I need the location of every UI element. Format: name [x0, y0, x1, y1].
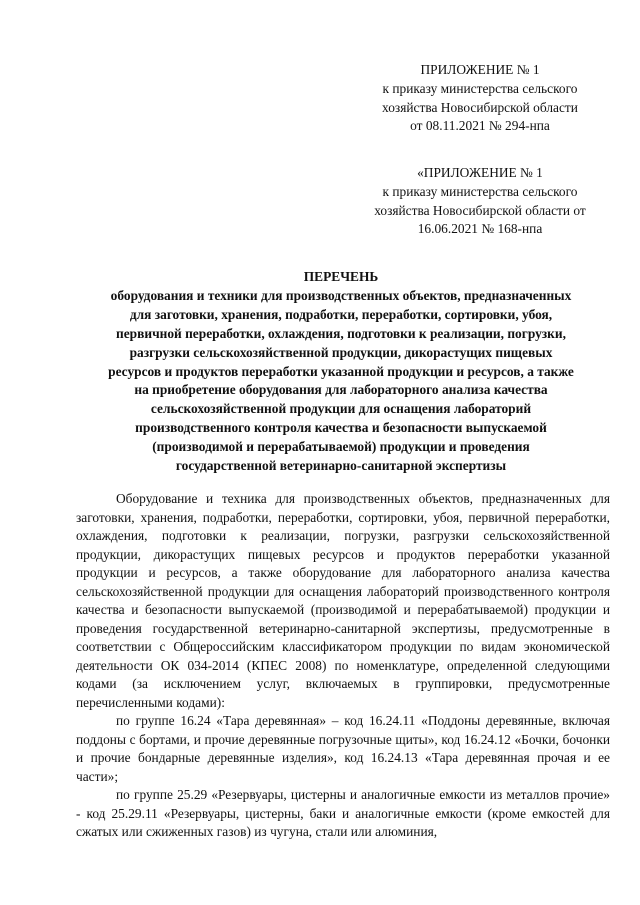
title-line: на приобретение оборудования для лабораторного анализа качества: [134, 382, 548, 398]
document-body: [76, 490, 610, 842]
title-line: производственного контроля качества и безопасности выпускаемой: [135, 420, 547, 436]
appendix-date-number: 16.06.2021 № 168-нпа: [417, 221, 543, 237]
appendix-ministry-line: хозяйства Новосибирской области: [382, 99, 578, 115]
title-line: государственной ветеринарно-санитарной экспертизы: [175, 458, 507, 474]
appendix-order-line: к приказу министерства сельского: [382, 183, 578, 199]
title-line: первичной переработки, охлаждения, подготовки к реализации, погрузки,: [116, 325, 566, 341]
title-line: оборудования и техники для производственных объектов, предназначенных: [110, 287, 572, 303]
body-paragraph-group-25-29: по группе 25.29 «Резервуары, цистерны и аналогичные емкости из металлов прочие» - код 25.29.11 «Резервуары, цистерны, баки и аналогичные емкости (кроме емкостей для сжатых или сжиженных газов) из чугуна, стали или алюминия,: [76, 787, 610, 839]
appendix-header-original: [355, 164, 605, 239]
title-heading: ПЕРЕЧЕНЬ: [303, 269, 379, 284]
appendix-date-number: от 08.11.2021 № 294-нпа: [410, 118, 550, 134]
appendix-order-line: к приказу министерства сельского: [382, 80, 578, 96]
title-line: (производимой и перерабатываемой) продукции и проведения: [152, 439, 530, 455]
appendix-ministry-line: хозяйства Новосибирской области от: [374, 202, 586, 218]
title-line: сельскохозяйственной продукции для оснащения лабораторий: [150, 401, 532, 417]
appendix-label: ПРИЛОЖЕНИЕ № 1: [420, 62, 540, 77]
appendix-header-current: [360, 61, 600, 136]
title-line: разгрузки сельскохозяйственной продукции, дикорастущих пищевых: [129, 344, 553, 360]
title-line: ресурсов и продуктов переработки указанной продукции и ресурсов, а также: [108, 363, 574, 379]
document-title: [56, 268, 626, 476]
body-paragraph-intro: Оборудование и техника для производственных объектов, предназначенных для заготовки, хранения, подработки, переработки, сортировки, убоя, первичной переработки, охлаждения, подготовки к реализации, погрузки, разгрузки сельскохозяйственной продукции, дикорастущих пищевых ресурсов и продуктов переработки указанной продукции и ресурсов, а также оборудование для лабораторного анализа качества сельскохозяйственной продукции для оснащения лабораторий производственного контроля качества и безопасности выпускаемой (производимой и перерабатываемой) продукции и проведения государственной ветеринарно-санитарной экспертизы, предусмотренные в соответствии с Общероссийским классификатором продукции по видам экономической деятельности ОК 034-2014 (КПЕС 2008) по номенклатуре, определенной следующими кодами (за исключением услуг, включаемых в группировки, предусмотренные перечисленными кодами):: [76, 491, 610, 710]
appendix-label: «ПРИЛОЖЕНИЕ № 1: [417, 165, 543, 180]
body-paragraph-group-16-24: по группе 16.24 «Тара деревянная» – код 16.24.11 «Поддоны деревянные, включая поддоны с бортами, и прочие деревянные погрузочные щиты», код 16.24.12 «Бочки, бочонки и прочие бондарные деревянные изделия», код 16.24.13 «Тара деревянная прочая и ее части»;: [76, 713, 610, 784]
title-line: для заготовки, хранения, подработки, переработки, сортировки, убоя,: [129, 306, 553, 322]
